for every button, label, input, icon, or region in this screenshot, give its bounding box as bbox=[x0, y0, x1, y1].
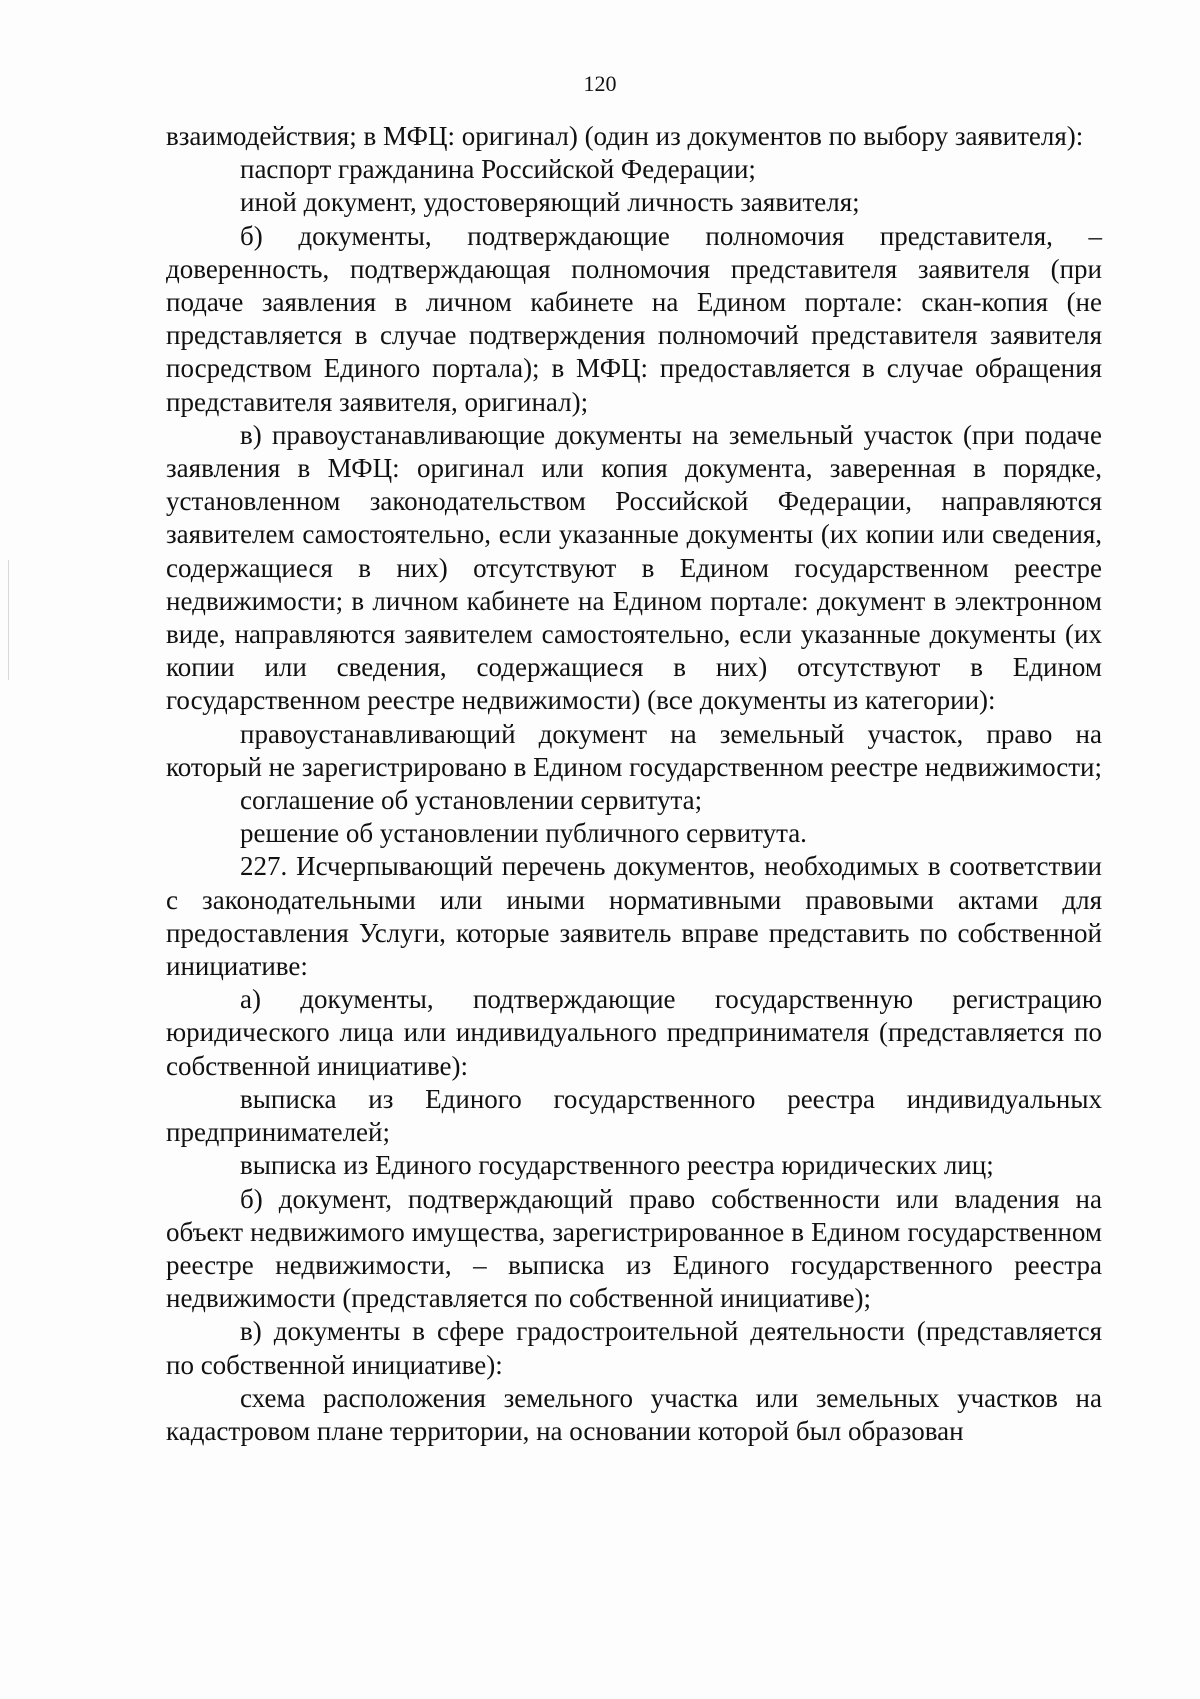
paragraph-227-item-v: в) документы в сфере градостроительной деятельности (представляется по собственной инициативе): bbox=[166, 1316, 1102, 1380]
paragraph-passport: паспорт гражданина Российской Федерации; bbox=[240, 154, 756, 185]
paragraph-227: 227. Исчерпывающий перечень документов, необходимых в соответствии с законодательными или иными нормативными правовыми актами для предоставления Услуги, которые заявитель вправе представить по собственной инициативе: bbox=[166, 851, 1102, 982]
paragraph-other-id: иной документ, удостоверяющий личность заявителя; bbox=[240, 187, 860, 218]
paragraph-cadastral-scheme: схема расположения земельного участка или земельных участков на кадастровом плане территории, на основании которой был образован bbox=[166, 1382, 1102, 1446]
scan-edge-mark bbox=[8, 560, 9, 680]
paragraph-servitude-agreement: соглашение об установлении сервитута; bbox=[240, 785, 703, 816]
paragraph-227-item-b: б) документ, подтверждающий право собственности или владения на объект недвижимого имущества, зарегистрированное в Едином государственном реестре недвижимости, – выписка из Единого государственного реестра недвижимости (представляется по собственной инициативе); bbox=[166, 1183, 1102, 1314]
paragraph-item-b-representative: б) документы, подтверждающие полномочия представителя, – доверенность, подтверждающая полномочия представителя заявителя (при подаче заявления в личном кабинете на Едином портале: скан-копия (не представляется в случае подтверждения полномочий представителя заявителя посредством Единого портала); в МФЦ: предоставляется в случае обращения представителя заявителя, оригинал); bbox=[166, 220, 1102, 417]
paragraph-item-v-land-documents: в) правоустанавливающие документы на земельный участок (при подаче заявления в МФЦ: оригинал или копия документа, заверенная в порядке, установленном законодательством Российской Федерации, направляются заявителем самостоятельно, если указанные документы (их копии или сведения, содержащиеся в них) отсутствуют в Едином государственном реестре недвижимости; в личном кабинете на Едином портале: документ в электронном виде, направляются заявителем самостоятельно, если указанные документы (их копии или сведения, содержащиеся в них) отсутствуют в Едином государственном реестре недвижимости) (все документы из категории): bbox=[166, 419, 1102, 716]
paragraph-227-item-a: а) документы, подтверждающие государственную регистрацию юридического лица или индивидуального предпринимателя (представляется по собственной инициативе): bbox=[166, 984, 1102, 1081]
paragraph-unregistered-right: правоустанавливающий документ на земельный участок, право на который не зарегистрировано в Едином государственном реестре недвижимости; bbox=[166, 718, 1102, 782]
page-number: 120 bbox=[583, 71, 617, 96]
paragraph-continuation: взаимодействия; в МФЦ: оригинал) (один из документов по выбору заявителя): bbox=[166, 121, 1084, 151]
document-body bbox=[166, 120, 1102, 1448]
paragraph-egrul-extract: выписка из Единого государственного реестра юридических лиц; bbox=[240, 1150, 994, 1181]
paragraph-egrip-extract: выписка из Единого государственного реестра индивидуальных предпринимателей; bbox=[166, 1083, 1102, 1148]
paragraph-public-servitude: решение об установлении публичного сервитута. bbox=[240, 818, 807, 849]
